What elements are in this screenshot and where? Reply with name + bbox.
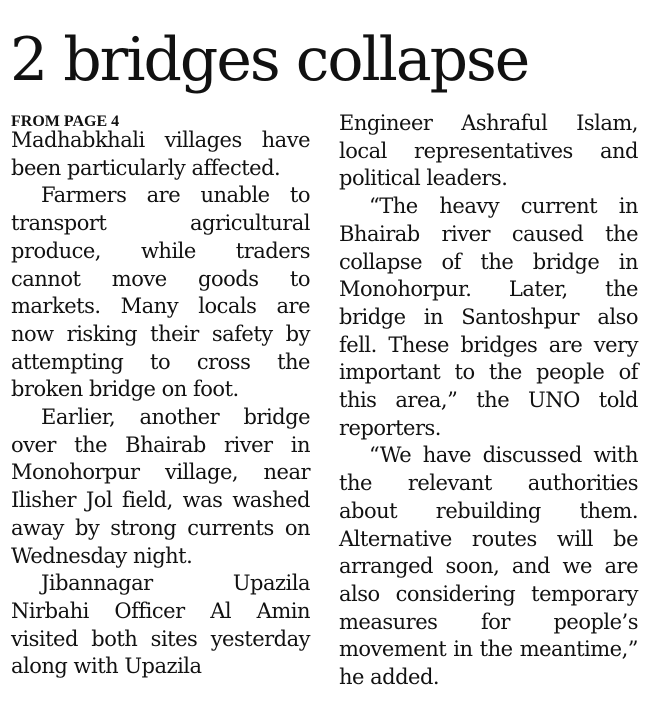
jump-line: FROM PAGE 4 — [11, 113, 120, 130]
paragraph: Madhabkhali villages have been particularly affected. — [11, 128, 310, 180]
paragraph: “The heavy current in Bhairab river caused the collapse of the bridge in Monohorpur. Later, the bridge in Santoshpur also fell. These bridges are very important to the people of this area,” the UNO told reporters. — [339, 194, 638, 440]
headline: 2 bridges collapse — [10, 25, 529, 95]
paragraph: Jibannagar Upazila Nirbahi Officer Al Amin visited both sites yesterday along with Upazila — [11, 571, 310, 679]
article-column-right — [339, 110, 638, 692]
article-column-left — [11, 110, 310, 681]
paragraph: Farmers are unable to transport agricultural produce, while traders cannot move goods to markets. Many locals are now risking their safety by attempting to cross the broken bridge on foot. — [11, 183, 310, 402]
paragraph: “We have discussed with the relevant authorities about rebuilding them. Alternative routes will be arranged soon, and we are also considering temporary measures for people’s movement in the meantime,” he added. — [339, 443, 638, 690]
paragraph: Earlier, another bridge over the Bhairab river in Monohorpur village, near Ilisher Jol field, was washed away by strong currents on Wednesday night. — [11, 405, 310, 568]
paragraph: Engineer Ashraful Islam, local representatives and political leaders. — [339, 111, 638, 191]
